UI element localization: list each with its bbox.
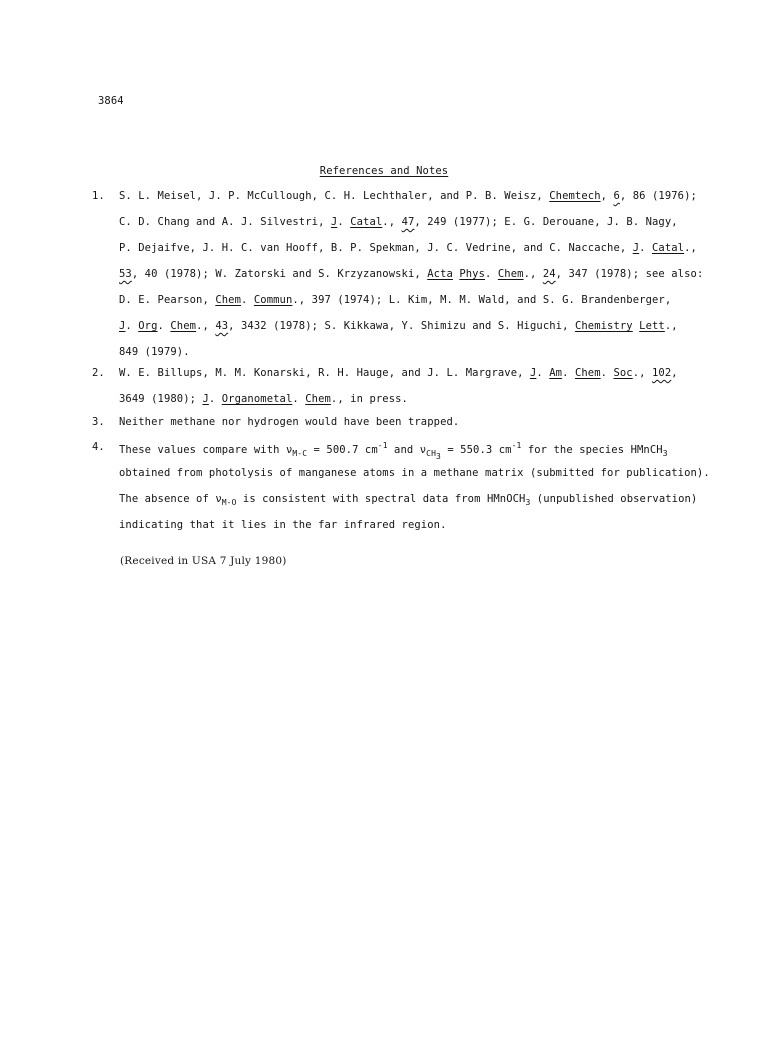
received-date: (Received in USA 7 July 1980) (120, 555, 287, 567)
reference-line: obtained from photolysis of manganese atoms in a methane matrix (submitted for publication). (119, 467, 710, 479)
reference-line: The absence of $\nu_{M-O}$ is consistent with spectral data from HMnOCH$_3$ (unpublished observation) (119, 493, 698, 507)
reference-number: 2. (92, 367, 105, 379)
reference-line: P. Dejaifve, J. H. C. van Hooff, B. P. Spekman, J. C. Vedrine, and C. Naccache, J. Catal., (119, 242, 697, 254)
reference-line: Neither methane nor hydrogen would have been trapped. (119, 416, 460, 428)
reference-line: 849 (1979). (119, 346, 190, 358)
reference-line: 3649 (1980); J. Organometal. Chem., in press. (119, 393, 408, 405)
references-heading: References and Notes (319, 165, 449, 177)
reference-line: D. E. Pearson, Chem. Commun., 397 (1974); L. Kim, M. M. Wald, and S. G. Brandenberger, (119, 294, 672, 306)
reference-number: 1. (92, 190, 105, 202)
reference-line: 53, 40 (1978); W. Zatorski and S. Krzyzanowski, Acta Phys. Chem., 24, 347 (1978); see also: (119, 268, 704, 280)
reference-line: W. E. Billups, M. M. Konarski, R. H. Hauge, and J. L. Margrave, J. Am. Chem. Soc., 102, (119, 367, 678, 379)
reference-line: C. D. Chang and A. J. Silvestri, J. Catal., 47, 249 (1977); E. G. Derouane, J. B. Nagy, (119, 216, 678, 228)
reference-line: These values compare with $\nu_{M-C} = 500.7$ $cm^{-1}$ and $\nu_{CH_3} = 550.3$ $cm^{-1}$ for the species HMnCH$_3$ (119, 441, 668, 461)
page-number: 3864 (98, 95, 124, 107)
reference-number: 4. (92, 441, 105, 453)
reference-line: S. L. Meisel, J. P. McCullough, C. H. Lechthaler, and P. B. Weisz, Chemtech, 6, 86 (1976); (119, 190, 697, 202)
reference-line: indicating that it lies in the far infrared region. (119, 519, 447, 531)
reference-number: 3. (92, 416, 105, 428)
reference-line: J. Org. Chem., 43, 3432 (1978); S. Kikkawa, Y. Shimizu and S. Higuchi, Chemistry Lett., (119, 320, 678, 332)
